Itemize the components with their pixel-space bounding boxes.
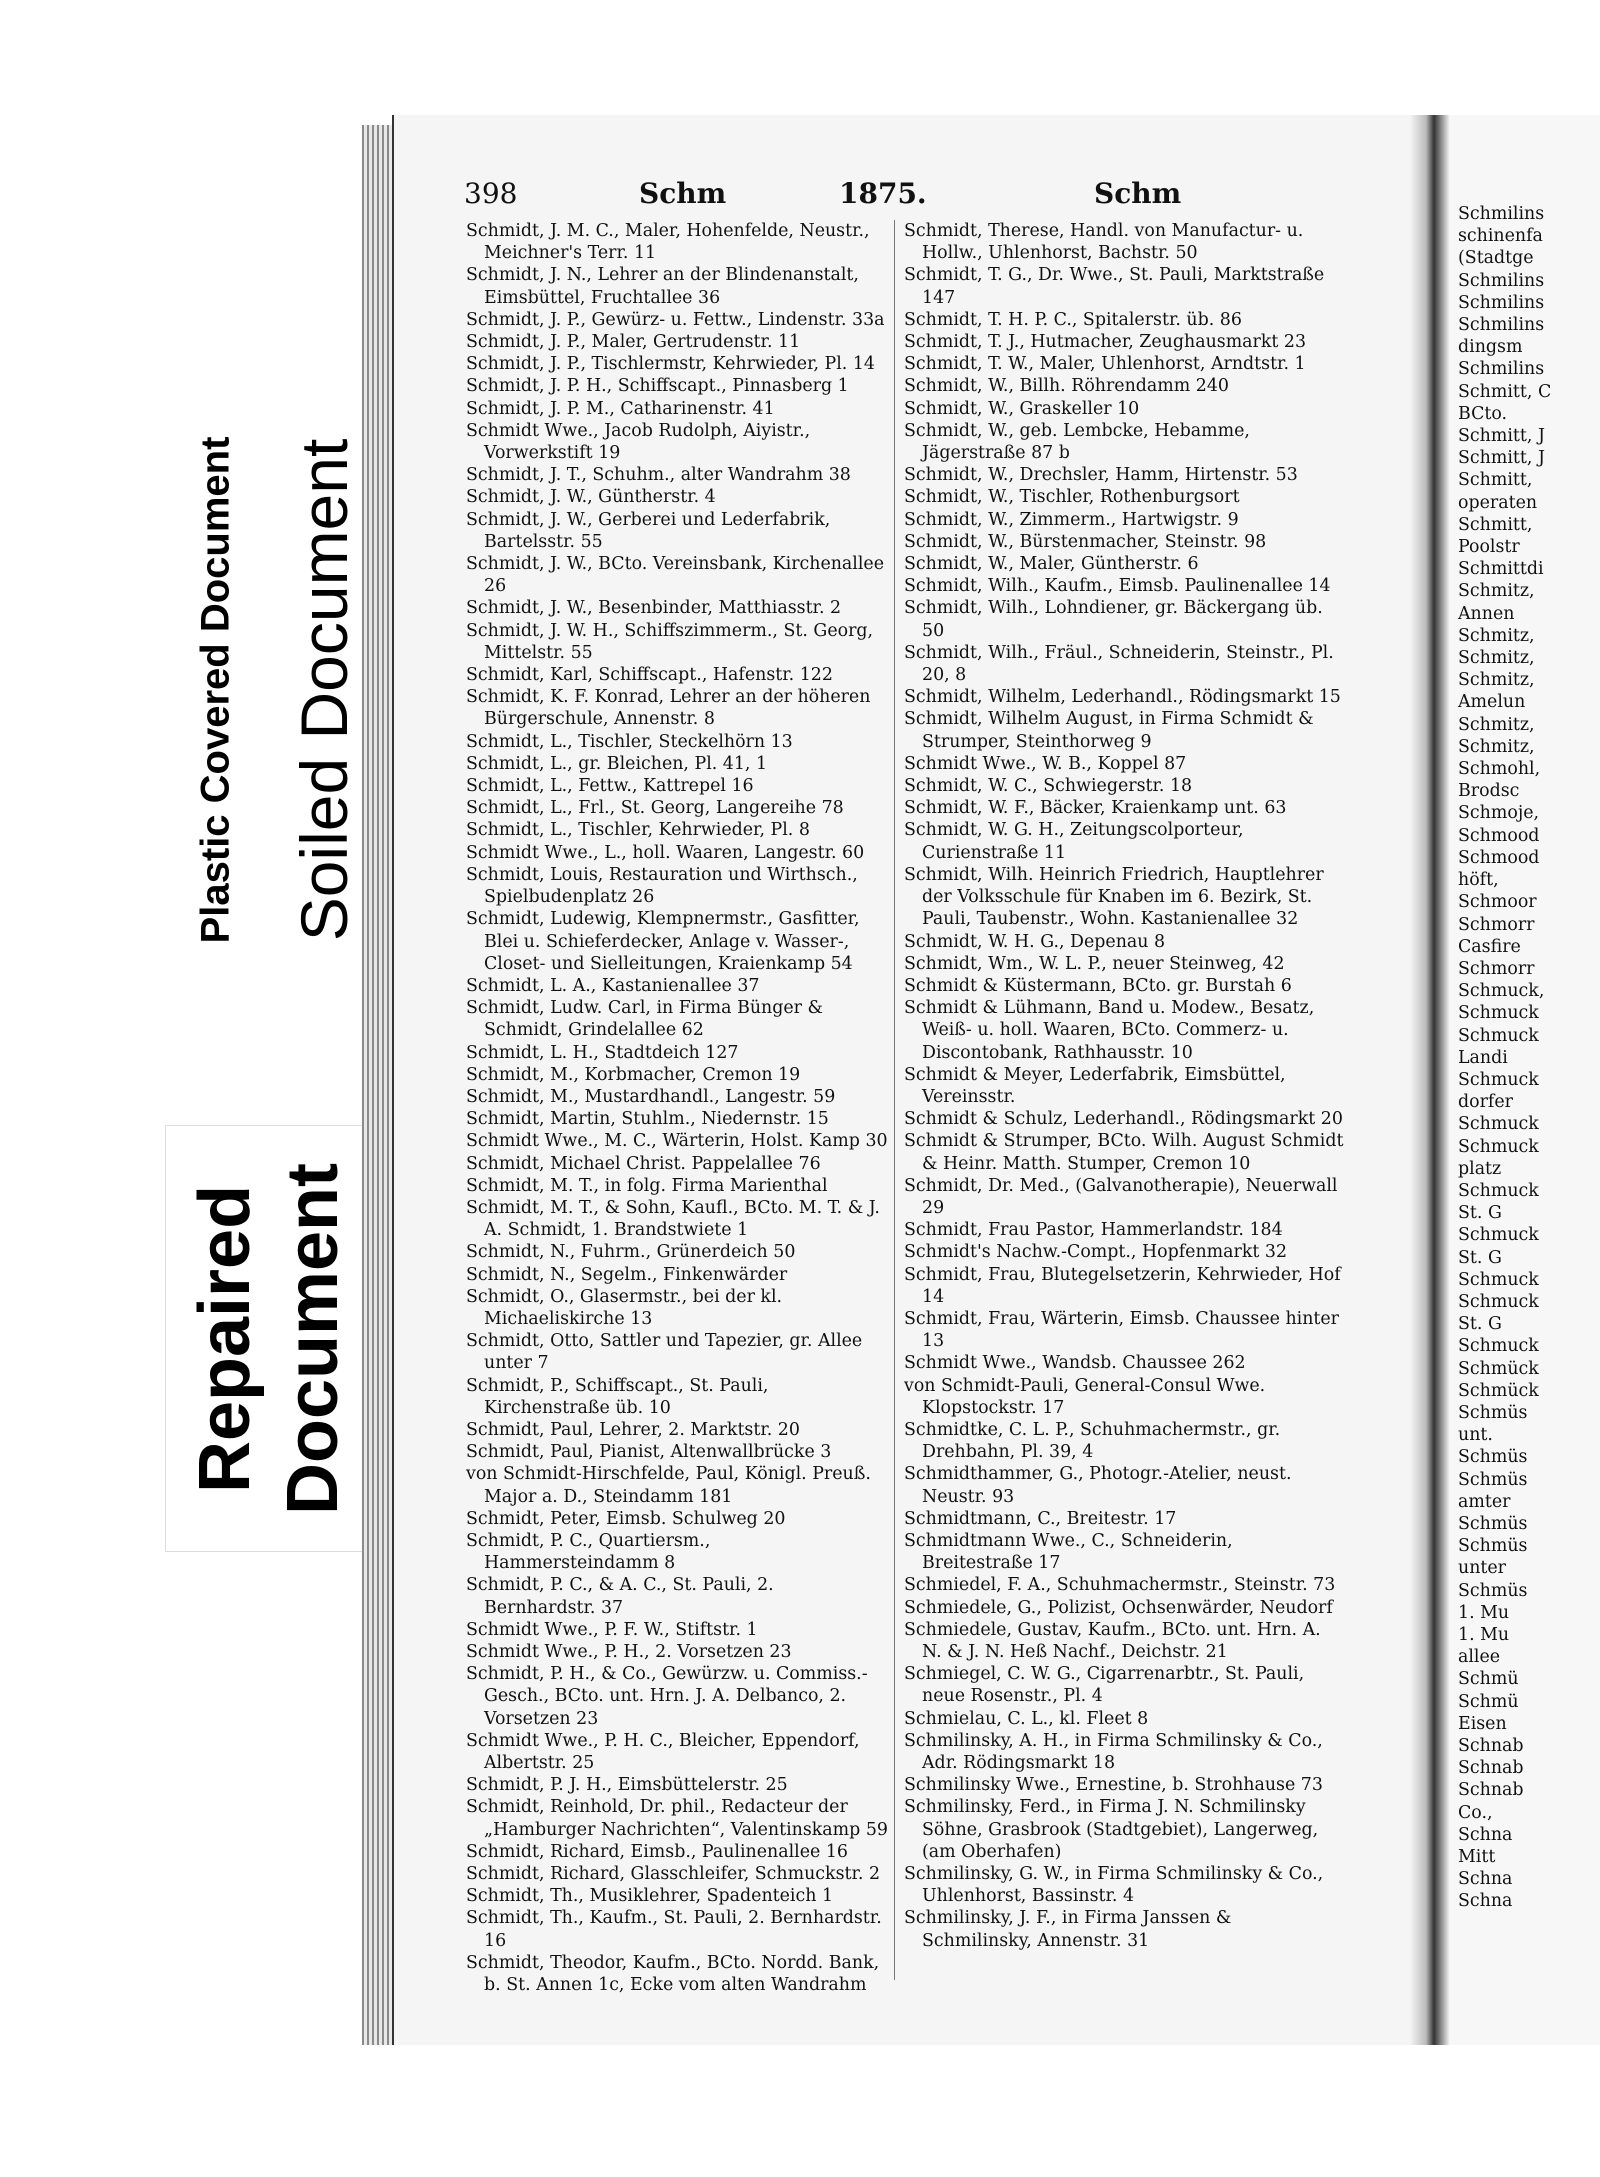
target-document-label: Document [272,1162,353,1515]
facing-entry-fragment: Annen [1458,603,1515,624]
facing-entry-fragment: Schmilins [1458,359,1545,380]
facing-entry-fragment: Schmüs [1458,1402,1528,1423]
directory-entry: Schmidt, J. P., Tischlermstr, Kehrwieder, Pl. 14 [466,354,875,375]
facing-entry-fragment: Schmuck [1458,1069,1539,1090]
facing-entry-fragment: amter [1458,1491,1511,1512]
directory-entry: Schmidt, N., Segelm., Finkenwärder [466,1264,788,1285]
directory-entry: Schmilinsky, Ferd., in Firma J. N. Schmilinsky Söhne, Grasbrook (Stadtgebiet), Langerweg, (am Oberhafen) [904,1797,1319,1862]
directory-entry: Schmidt, L. H., Stadtdeich 127 [466,1042,739,1063]
directory-entry: Schmidt, W., Bürstenmacher, Steinstr. 98 [904,531,1267,552]
directory-entry: Schmidt, W., Tischler, Rothenburgsort [904,487,1240,508]
directory-entry: Schmidt, T. W., Maler, Uhlenhorst, Arndtstr. 1 [904,354,1306,375]
facing-entry-fragment: Eisen [1458,1713,1507,1734]
directory-entry: Schmidt, O., Glasermstr., bei der kl. Michaeliskirche 13 [466,1286,783,1329]
directory-entry: Schmidt Wwe., M. C., Wärterin, Holst. Kamp 30 [466,1131,888,1152]
facing-entry-fragment: dingsm [1458,337,1523,358]
directory-entry: Schmidt, J. W. H., Schiffszimmerm., St. Georg, Mittelstr. 55 [466,620,874,663]
directory-entry: Schmidt, J. P. M., Catharinenstr. 41 [466,398,775,419]
directory-entry: Schmidt, J. P., Gewürz- u. Fettw., Lindenstr. 33a [466,309,885,330]
facing-entry-fragment: Schna [1458,1891,1513,1912]
directory-entry: Schmidt, M., Mustardhandl., Langestr. 59 [466,1086,836,1107]
facing-entry-fragment: Landi [1458,1047,1508,1068]
directory-entry: Schmidthammer, G., Photogr.-Atelier, neust. Neustr. 93 [904,1464,1292,1507]
directory-entry: Schmidt, Wilh., Fräul., Schneiderin, Steinstr., Pl. 20, 8 [904,642,1334,686]
directory-entry: Schmidt, W. G. H., Zeitungscolporteur, Curienstraße 11 [904,820,1244,863]
facing-entry-fragment: Schmitz, [1458,670,1535,691]
directory-entry: Schmidt, P., Schiffscapt., St. Pauli, Kirchenstraße üb. 10 [466,1375,769,1418]
directory-entry: Schmidt, Peter, Eimsb. Schulweg 20 [466,1508,786,1529]
facing-entry-fragment: Schna [1458,1824,1513,1845]
page-header [464,177,1344,217]
target-plastic-label: Plastic Covered Document [193,436,238,944]
directory-entry: Schmidtmann, C., Breitestr. 17 [904,1508,1177,1529]
facing-entry-fragment: Schnab [1458,1736,1524,1757]
directory-entry: Schmidt, Frau, Blutegelsetzerin, Kehrwieder, Hof 14 [904,1264,1341,1307]
directory-entry: Schmidt, L., Fettw., Kattrepel 16 [466,776,754,797]
directory-entry: Schmidt, W. F., Bäcker, Kraienkamp unt. 63 [904,798,1287,819]
directory-entry: Schmidt, M. T., & Sohn, Kaufl., BCto. M. T. & J. A. Schmidt, 1. Brandstwiete 1 [466,1197,880,1241]
facing-entry-fragment: Schmitt, C [1458,381,1552,402]
directory-entry: Schmidt, J. T., Schuhm., alter Wandrahm 38 [466,465,851,486]
left-column [466,220,888,1996]
facing-entry-fragment: (Stadtge [1458,248,1534,269]
facing-entry-fragment: Schmüs [1458,1469,1528,1490]
column-rule [894,220,895,1980]
page-number: 398 [464,177,518,210]
directory-entry: Schmidt & Meyer, Lederfabrik, Eimsbüttel, Vereinsstr. [904,1064,1286,1107]
directory-entry: Schmidt, Wilhelm, Lederhandl., Rödingsmarkt 15 [904,687,1341,708]
facing-entry-fragment: schinenfa [1458,226,1543,247]
directory-entry: Schmidt, Theodor, Kaufm., BCto. Nordd. Bank, b. St. Annen 1c, Ecke vom alten Wandrahm [466,1952,880,1996]
facing-entry-fragment: Amelun [1458,692,1526,713]
facing-entry-fragment: Schmoje, [1458,803,1540,824]
directory-entry: Schmidt, Richard, Glasschleifer, Schmuckstr. 2 [466,1864,881,1885]
directory-entry: Schmidt Wwe., P. H. C., Bleicher, Eppendorf, Albertstr. 25 [466,1730,860,1774]
directory-entry: Schmidt, W., Billh. Röhrendamm 240 [904,376,1229,397]
facing-entry-fragment: Schmuck [1458,1025,1539,1046]
facing-entry-fragment: höft, [1458,870,1499,891]
facing-entry-fragment: Schmuck [1458,1114,1539,1135]
directory-entry: Schmidt, W. C., Schwiegerstr. 18 [904,776,1193,797]
facing-entry-fragment: dorfer [1458,1092,1513,1113]
directory-entry: Schmidt, Reinhold, Dr. phil., Redacteur der „Hamburger Nachrichten“, Valentinskamp 59 [466,1797,888,1840]
facing-entry-fragment: Schmuck [1458,1269,1539,1290]
directory-entry: Schmidt, Martin, Stuhlm., Niedernstr. 15 [466,1109,829,1130]
facing-entry-fragment: Schmilins [1458,292,1545,313]
directory-entry: Schmidt, W., Graskeller 10 [904,398,1140,419]
facing-entry-fragment: Schmüs [1458,1447,1528,1468]
facing-entry-fragment: Mitt [1458,1847,1496,1868]
facing-entry-fragment: Schmitz, [1458,625,1535,646]
directory-entry: Schmidt, J. P. H., Schiffscapt., Pinnasberg 1 [466,376,849,397]
facing-entry-fragment: Schnab [1458,1758,1524,1779]
directory-entry: Schmilinsky Wwe., Ernestine, b. Strohhause 73 [904,1775,1323,1796]
facing-entry-fragment: 1. Mu [1458,1602,1510,1623]
directory-entry: Schmidt, M., Korbmacher, Cremon 19 [466,1064,801,1085]
directory-entry: Schmidt, Wilh., Kaufm., Eimsb. Paulinenallee 14 [904,576,1331,597]
directory-entry: Schmidt, Wilh., Lohndiener, gr. Bäckergang üb. 50 [904,598,1323,641]
facing-entry-fragment: Schna [1458,1869,1513,1890]
directory-entry: Schmilinsky, J. F., in Firma Janssen & Schmilinsky, Annenstr. 31 [904,1908,1232,1951]
directory-entry: Schmidt, P. C., Quartiersm., Hammersteindamm 8 [466,1530,711,1574]
directory-entry: Schmidt, L., Tischler, Steckelhörn 13 [466,731,793,752]
directory-entry: Schmidt, Richard, Eimsb., Paulinenallee 16 [466,1841,848,1862]
facing-entry-fragment: Schmitz, [1458,648,1535,669]
directory-entry: Schmidt, Karl, Schiffscapt., Hafenstr. 122 [466,665,833,686]
directory-entry: Schmidt, L., Frl., St. Georg, Langereihe 78 [466,798,844,819]
target-repaired [165,1125,372,1552]
directory-entry: Schmidt, P. H., & Co., Gewürzw. u. Commiss.-Gesch., BCto. unt. Hrn. J. A. Delbanco, 2. Vorsetzen 23 [466,1664,868,1729]
directory-entry: Schmidt, Wilh. Heinrich Friedrich, Hauptlehrer der Volksschule für Knaben im 6. Bezirk, St. Pauli, Taubenstr., Wohn. Kastanienallee 32 [904,864,1324,930]
directory-entry: Schmidt & Strumper, BCto. Wilh. August Schmidt & Heinr. Matth. Stumper, Cremon 10 [904,1131,1344,1174]
facing-entry-fragment: Schmood [1458,847,1540,868]
facing-entry-fragment: Schmitt, J [1458,448,1545,469]
facing-entry-fragment: 1. Mu [1458,1625,1510,1645]
directory-entry: Schmidtke, C. L. P., Schuhmachermstr., gr. Drehbahn, Pl. 39, 4 [904,1419,1281,1463]
directory-entry: Schmidt, W., Drechsler, Hamm, Hirtenstr. 53 [904,465,1298,486]
facing-entry-fragment: platz [1458,1158,1502,1179]
directory-entry: von Schmidt-Hirschfelde, Paul, Königl. Preuß. Major a. D., Steindamm 181 [466,1464,871,1507]
directory-entry: Schmidt, Ludw. Carl, in Firma Bünger & Schmidt, Grindelallee 62 [466,998,823,1041]
header-right-term: Schm [1094,177,1182,210]
facing-entry-fragment: Schmuck [1458,1136,1539,1157]
facing-entry-fragment: operaten [1458,492,1538,513]
facing-entry-fragment: St. G [1458,1203,1502,1224]
directory-entry: Schmidt, Frau Pastor, Hammerlandstr. 184 [904,1220,1283,1241]
book-gutter [1410,115,1450,2045]
directory-entry: Schmidt, Louis, Restauration und Wirthsch., Spielbudenplatz 26 [466,864,858,908]
directory-entry: Schmidt's Nachw.-Compt., Hopfenmarkt 32 [904,1242,1288,1263]
directory-entry: Schmidt, J. W., Gerberei und Lederfabrik, Bartelsstr. 55 [466,509,831,552]
directory-entry: Schmidt Wwe., P. H., 2. Vorsetzen 23 [466,1642,792,1662]
directory-entry: Schmidt Wwe., W. B., Koppel 87 [904,753,1187,774]
directory-entry: Schmidt Wwe., L., holl. Waaren, Langestr. 60 [466,842,865,863]
facing-entry-fragment: St. G [1458,1314,1502,1335]
directory-entry: Schmidt, J. W., Güntherstr. 4 [466,487,716,508]
directory-entry: Schmidt, Dr. Med., (Galvanotherapie), Neuerwall 29 [904,1175,1338,1218]
directory-entry: Schmiegel, C. W. G., Cigarrenarbtr., St. Pauli, neue Rosenstr., Pl. 4 [904,1664,1305,1707]
directory-entry: Schmidt, J. M. C., Maler, Hohenfelde, Neustr., Meichner's Terr. 11 [466,221,870,264]
directory-entry: Schmiedel, F. A., Schuhmachermstr., Steinstr. 73 [904,1575,1336,1596]
facing-entry-fragment: Co., [1458,1802,1493,1823]
facing-entry-fragment: Schmüs [1458,1513,1528,1534]
directory-entry: Schmidt, K. F. Konrad, Lehrer an der höheren Bürgerschule, Annenstr. 8 [466,687,871,730]
directory-entry: Schmidt, Paul, Lehrer, 2. Marktstr. 20 [466,1419,800,1440]
target-repaired-label: Repaired [184,1184,265,1493]
directory-entry: Schmidt, P. C., & A. C., St. Pauli, 2. Bernhardstr. 37 [466,1575,774,1618]
facing-entry-fragment: unt. [1458,1425,1493,1446]
facing-entry-fragment: Schmittdi [1458,559,1544,580]
facing-entry-fragment: Poolstr [1458,537,1520,558]
facing-entry-fragment: Schmilins [1458,204,1545,224]
facing-entry-fragment: Schmü [1458,1669,1519,1690]
directory-entry: Schmidt, P. J. H., Eimsbüttelerstr. 25 [466,1775,788,1796]
facing-entry-fragment: Schmitt, J [1458,426,1545,447]
directory-entry: Schmidt, W. H. G., Depenau 8 [904,931,1166,952]
directory-entry: Schmidt, J. P., Maler, Gertrudenstr. 11 [466,332,801,353]
directory-entry: Schmidt, Therese, Handl. von Manufactur- u. Hollw., Uhlenhorst, Bachstr. 50 [904,221,1304,264]
directory-entry: Schmidt, T. H. P. C., Spitalerstr. üb. 86 [904,309,1242,330]
facing-entry-fragment: Schmück [1458,1358,1539,1379]
directory-entry: Schmidt, Wm., W. L. P., neuer Steinweg, 42 [904,953,1285,974]
directory-entry: Schmidt, T. G., Dr. Wwe., St. Pauli, Marktstraße 147 [904,265,1325,308]
directory-entry: Schmidt, W., Maler, Güntherstr. 6 [904,554,1199,575]
directory-entry: von Schmidt-Pauli, General-Consul Wwe. Klopstockstr. 17 [904,1375,1266,1418]
directory-page [392,115,1424,2045]
header-left-term: Schm [639,177,727,210]
directory-entry: Schmidt, L., gr. Bleichen, Pl. 41, 1 [466,753,768,774]
directory-entry: Schmidt, Th., Musiklehrer, Spadenteich 1 [466,1886,834,1907]
facing-entry-fragment: St. G [1458,1247,1502,1268]
directory-entry: Schmidt Wwe., Jacob Rudolph, Aiyistr., Vorwerkstift 19 [466,420,811,464]
directory-entry: Schmidt & Küstermann, BCto. gr. Burstah 6 [904,975,1292,996]
directory-entry: Schmidt, Otto, Sattler und Tapezier, gr. Allee unter 7 [466,1331,863,1374]
facing-entry-fragment: Schmilins [1458,270,1545,291]
directory-entry: Schmiedele, Gustav, Kaufm., BCto. unt. Hrn. A. N. & J. N. Heß Nachf., Deichstr. 21 [904,1619,1321,1662]
facing-entry-fragment: Schmü [1458,1691,1519,1712]
directory-entry: Schmidt, W., Zimmerm., Hartwigstr. 9 [904,509,1239,530]
directory-entry: Schmidt, Wilhelm August, in Firma Schmidt & Strumper, Steinthorweg 9 [904,709,1314,752]
directory-entry: Schmidt, Th., Kaufm., St. Pauli, 2. Bernhardstr. 16 [466,1908,882,1951]
facing-entry-fragment: Schmuck [1458,1291,1539,1312]
facing-entry-fragment: Schmitz, [1458,581,1535,602]
facing-entry-fragment: Schmitt, [1458,514,1533,535]
directory-entry: Schmidt, J. N., Lehrer an der Blindenanstalt, Eimsbüttel, Fruchtallee 36 [466,265,859,308]
facing-entry-fragment: Schmuck, [1458,981,1545,1002]
directory-entry: Schmidt Wwe., Wandsb. Chaussee 262 [904,1353,1246,1374]
facing-entry-fragment: Schmitz, [1458,714,1535,735]
facing-entry-fragment: Schmood [1458,825,1540,846]
facing-page [1450,115,1600,2045]
facing-entry-fragment: Schmück [1458,1380,1539,1401]
facing-page-column [1450,203,1600,1913]
directory-entry: Schmidt, N., Fuhrm., Grünerdeich 50 [466,1242,796,1263]
header-year: 1875. [839,177,927,210]
facing-entry-fragment: Schmüs [1458,1580,1528,1601]
facing-entry-fragment: Schmitt, [1458,470,1533,491]
facing-entry-fragment: Schmorr [1458,958,1535,979]
directory-entry: Schmidt, T. J., Hutmacher, Zeughausmarkt 23 [904,332,1307,353]
facing-entry-fragment: Schmuck [1458,1003,1539,1024]
directory-entry: Schmidt, Michael Christ. Pappelallee 76 [466,1153,821,1174]
directory-entry: Schmidt, L. A., Kastanienallee 37 [466,975,760,996]
facing-entry-fragment: Schmitz, [1458,736,1535,757]
directory-entry: Schmidt & Schulz, Lederhandl., Rödingsmarkt 20 [904,1109,1343,1130]
target-soiled-label: Soiled Document [287,438,361,942]
facing-entry-fragment: allee [1458,1647,1501,1668]
facing-entry-fragment: Schmohl, [1458,759,1541,780]
directory-entry: Schmilinsky, G. W., in Firma Schmilinsky & Co., Uhlenhorst, Bassinstr. 4 [904,1864,1324,1907]
book-scan [362,115,1600,2177]
directory-entry: Schmidt, M. T., in folg. Firma Marienthal [466,1175,828,1196]
facing-entry-fragment: Schmuck [1458,1180,1539,1201]
directory-entry: Schmidt & Lühmann, Band u. Modew., Besatz, Weiß- u. holl. Waaren, BCto. Commerz- u. Discontobank, Rathhausstr. 10 [904,998,1315,1063]
facing-entry-fragment: Schmilins [1458,315,1545,336]
facing-entry-fragment: Casfire [1458,936,1521,957]
facing-entry-fragment: Schmorr [1458,914,1535,935]
directory-entry: Schmilinsky, A. H., in Firma Schmilinsky & Co., Adr. Rödingsmarkt 18 [904,1730,1323,1774]
directory-entry: Schmidtmann Wwe., C., Schneiderin, Breitestraße 17 [904,1530,1233,1574]
directory-entry: Schmidt Wwe., P. F. W., Stiftstr. 1 [466,1619,758,1640]
facing-entry-fragment: Brodsc [1458,781,1520,802]
facing-entry-fragment: Schmuck [1458,1225,1539,1246]
directory-entry: Schmidt, J. W., Besenbinder, Matthiasstr. 2 [466,598,842,619]
facing-entry-fragment: Schnab [1458,1780,1524,1801]
facing-entry-fragment: Schmüs [1458,1536,1528,1557]
directory-entry: Schmidt, Paul, Pianist, Altenwallbrücke 3 [466,1442,832,1463]
facing-entry-fragment: Schmuck [1458,1336,1539,1357]
page-edges [362,125,392,2045]
facing-entry-fragment: BCto. [1458,403,1508,424]
facing-entry-fragment: unter [1458,1558,1506,1579]
directory-entry: Schmidt, Frau, Wärterin, Eimsb. Chaussee hinter 13 [904,1308,1339,1352]
directory-entry: Schmielau, C. L., kl. Fleet 8 [904,1708,1149,1729]
directory-entry: Schmidt, W., geb. Lembcke, Hebamme, Jägerstraße 87 b [904,420,1250,464]
directory-entry: Schmiedele, G., Polizist, Ochsenwärder, Neudorf [904,1597,1333,1618]
directory-entry: Schmidt, Ludewig, Klempnermstr., Gasfitter, Blei u. Schieferdecker, Anlage v. Wasser-, Closet- und Sielleitungen, Kraienkamp 54 [466,909,860,974]
facing-entry-fragment: Schmoor [1458,892,1537,913]
directory-entry: Schmidt, L., Tischler, Kehrwieder, Pl. 8 [466,820,810,841]
middle-column [904,220,1344,1952]
directory-entry: Schmidt, J. W., BCto. Vereinsbank, Kirchenallee 26 [466,554,885,597]
